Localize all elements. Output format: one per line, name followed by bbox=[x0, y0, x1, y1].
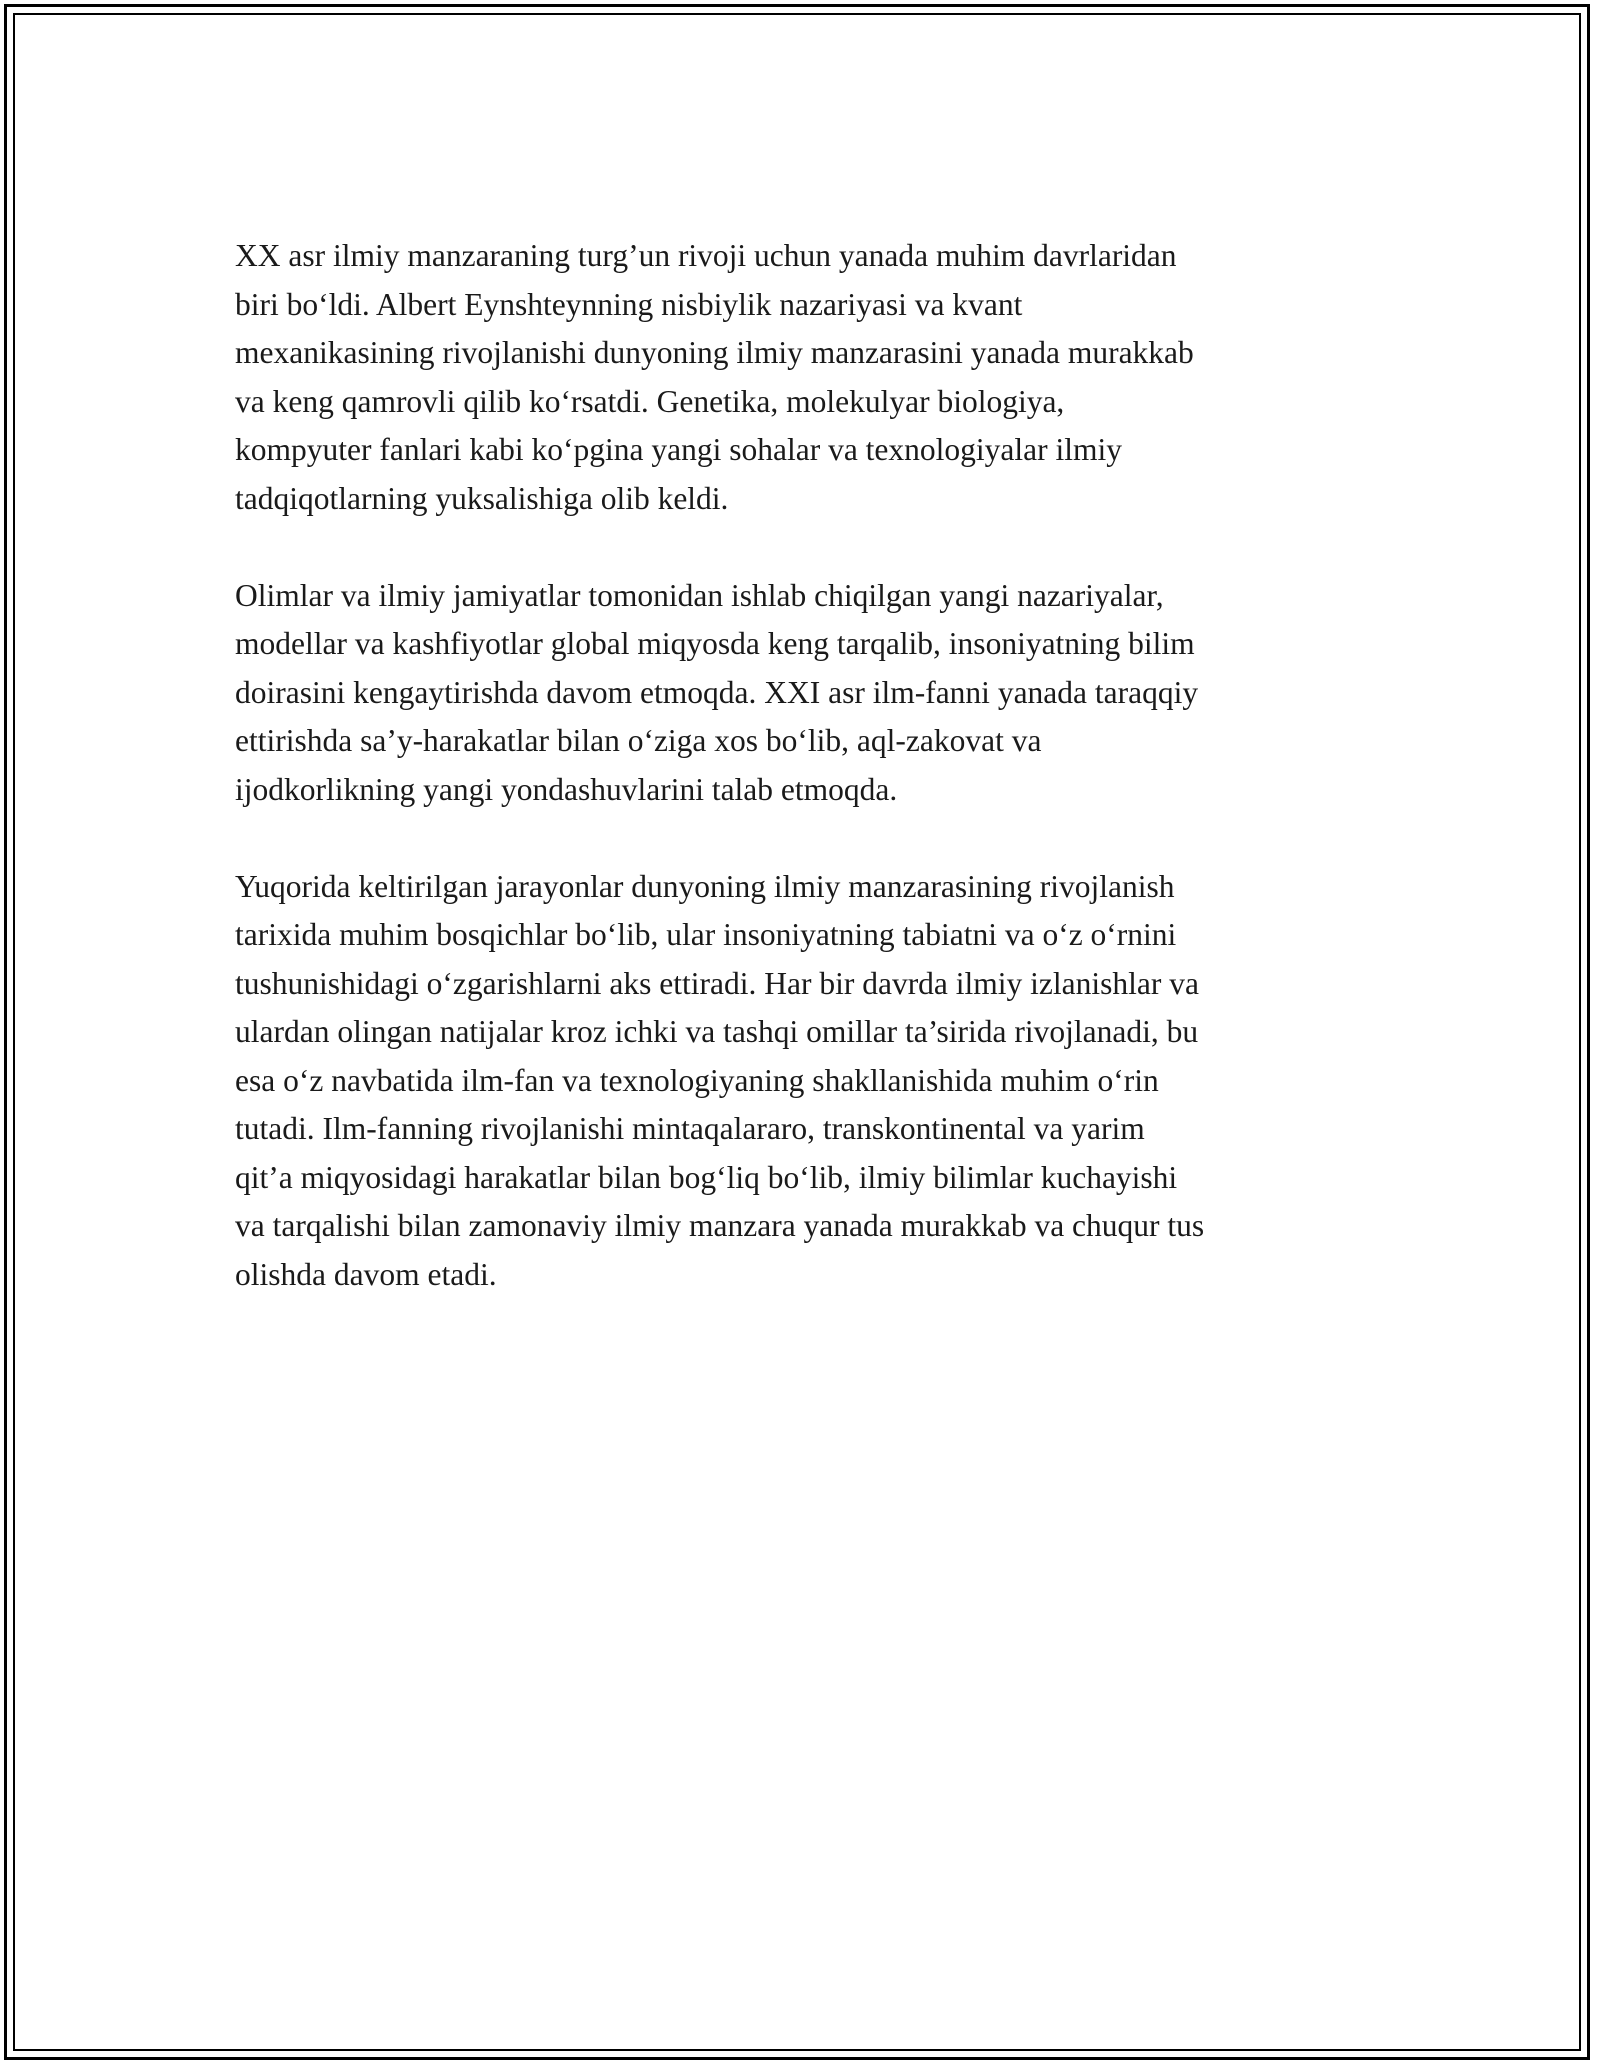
text-line: Yuqorida keltirilgan jarayonlar dunyoning ilmiy manzarasining rivojlanish bbox=[235, 868, 1175, 904]
text-line: tushunishidagi o‘zgarishlarni aks ettiradi. Har bir davrda ilmiy izlanishlar va bbox=[235, 965, 1199, 1001]
text-line: modellar va kashfiyotlar global miqyosda keng tarqalib, insoniyatning bilim bbox=[235, 626, 1195, 661]
text-line: ulardan olingan natijalar kroz ichki va tashqi omillar ta’sirida rivojlanadi, bu bbox=[235, 1014, 1199, 1049]
text-line: qit’a miqyosidagi harakatlar bilan bog‘liq bo‘lib, ilmiy bilimlar kuchayishi bbox=[235, 1159, 1178, 1195]
paragraph-2 bbox=[235, 572, 1370, 815]
text-line: mexanikasining rivojlanishi dunyoning ilmiy manzarasini yanada murakkab bbox=[235, 335, 1194, 370]
text-line: tadqiqotlarning yuksalishiga olib keldi. bbox=[235, 480, 729, 516]
text-line: va keng qamrovli qilib ko‘rsatdi. Genetika, molekulyar biologiya, bbox=[235, 383, 1065, 419]
text-line: XX asr ilmiy manzaraning turg’un rivoji uchun yanada muhim davrlaridan bbox=[235, 238, 1177, 273]
text-line: tutadi. Ilm-fanning rivojlanishi mintaqalararo, transkontinental va yarim bbox=[235, 1111, 1145, 1146]
text-line: esa o‘z navbatida ilm-fan va texnologiyaning shakllanishida muhim o‘rin bbox=[235, 1062, 1159, 1098]
text-line: kompyuter fanlari kabi ko‘pgina yangi sohalar va texnologiyalar ilmiy bbox=[235, 432, 1122, 467]
text-line: ijodkorlikning yangi yondashuvlarini talab etmoqda. bbox=[235, 771, 898, 807]
text-line: biri bo‘ldi. Albert Eynshteynning nisbiylik nazariyasi va kvant bbox=[235, 286, 1023, 322]
text-line: olishda davom etadi. bbox=[235, 1256, 497, 1292]
paragraph-1 bbox=[235, 232, 1370, 523]
text-line: tarixida muhim bosqichlar bo‘lib, ular insoniyatning tabiatni va o‘z o‘rnini bbox=[235, 917, 1177, 952]
text-line: doirasini kengaytirishda davom etmoqda. XXI asr ilm-fanni yanada taraqqiy bbox=[235, 674, 1199, 710]
document-body bbox=[235, 232, 1370, 1348]
paragraph-3 bbox=[235, 863, 1370, 1300]
text-line: Olimlar va ilmiy jamiyatlar tomonidan ishlab chiqilgan yangi nazariyalar, bbox=[235, 577, 1164, 613]
text-line: va tarqalishi bilan zamonaviy ilmiy manzara yanada murakkab va chuqur tus bbox=[235, 1208, 1205, 1243]
text-line: ettirishda sa’y-harakatlar bilan o‘ziga xos bo‘lib, aql-zakovat va bbox=[235, 723, 1042, 758]
